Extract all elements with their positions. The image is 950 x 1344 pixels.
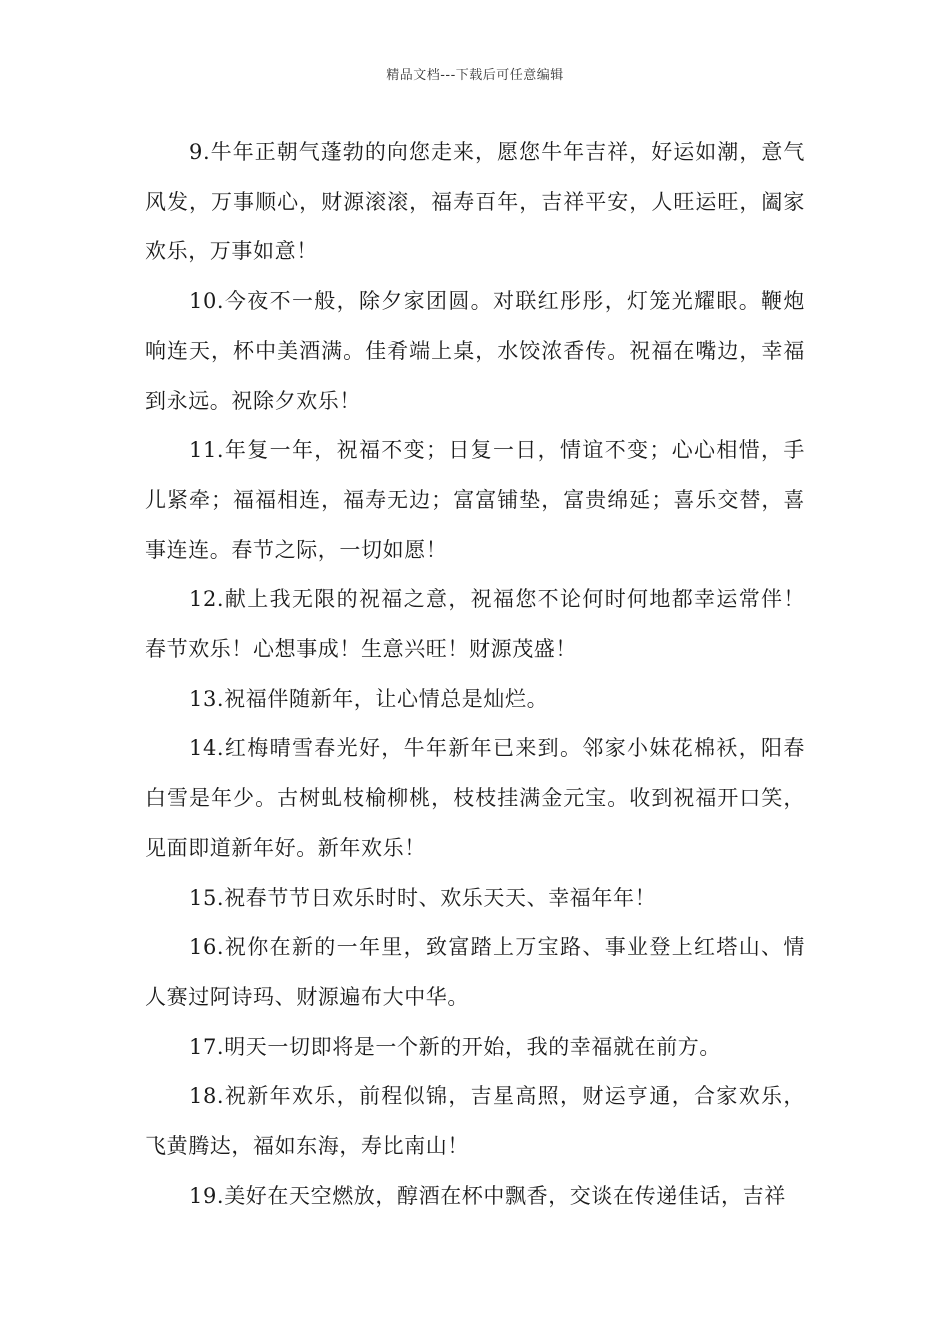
paragraph-10: 10.今夜不一般，除夕家团圆。对联红彤彤，灯笼光耀眼。鞭炮响连天，杯中美酒满。佳肴端上桌，水饺浓香传。祝福在嘴边，幸福到永远。祝除夕欢乐！ xyxy=(145,289,805,413)
paragraph-12: 12.献上我无限的祝福之意，祝福您不论何时何地都幸运常伴！春节欢乐！心想事成！生意兴旺！财源茂盛！ xyxy=(145,587,805,662)
paragraph-17: 17.明天一切即将是一个新的开始，我的幸福就在前方。 xyxy=(189,1034,721,1059)
paragraph-16: 16.祝你在新的一年里，致富踏上万宝路、事业登上红塔山、情人赛过阿诗玛、财源遍布大中华。 xyxy=(145,935,805,1009)
page-header: 精品文档---下载后可任意编辑 xyxy=(386,68,564,83)
paragraph-11: 11.年复一年，祝福不变；日复一日，情谊不变；心心相惜，手儿紧牵；福福相连，福寿无边；富富铺垫，富贵绵延；喜乐交替，喜事连连。春节之际，一切如愿！ xyxy=(145,438,805,562)
paragraph-13: 13.祝福伴随新年，让心情总是灿烂。 xyxy=(189,686,549,711)
paragraph-15: 15.祝春节节日欢乐时时、欢乐天天、幸福年年！ xyxy=(189,885,657,910)
paragraph-19: 19.美好在天空燃放，醇酒在杯中飘香，交谈在传递佳话，吉祥 xyxy=(189,1183,786,1208)
paragraph-9: 9.牛年正朝气蓬勃的向您走来，愿您牛年吉祥，好运如潮，意气风发，万事顺心，财源滚滚，福寿百年，吉祥平安，人旺运旺，阖家欢乐，万事如意！ xyxy=(145,140,805,264)
paragraph-14: 14.红梅晴雪春光好，牛年新年已来到。邻家小妹花棉袄，阳春白雪是年少。古树虬枝榆柳桃，枝枝挂满金元宝。收到祝福开口笑，见面即道新年好。新年欢乐！ xyxy=(145,736,805,860)
paragraph-18: 18.祝新年欢乐，前程似锦，吉星高照，财运亨通，合家欢乐，飞黄腾达，福如东海，寿比南山！ xyxy=(145,1084,805,1159)
document-body xyxy=(145,128,805,1221)
